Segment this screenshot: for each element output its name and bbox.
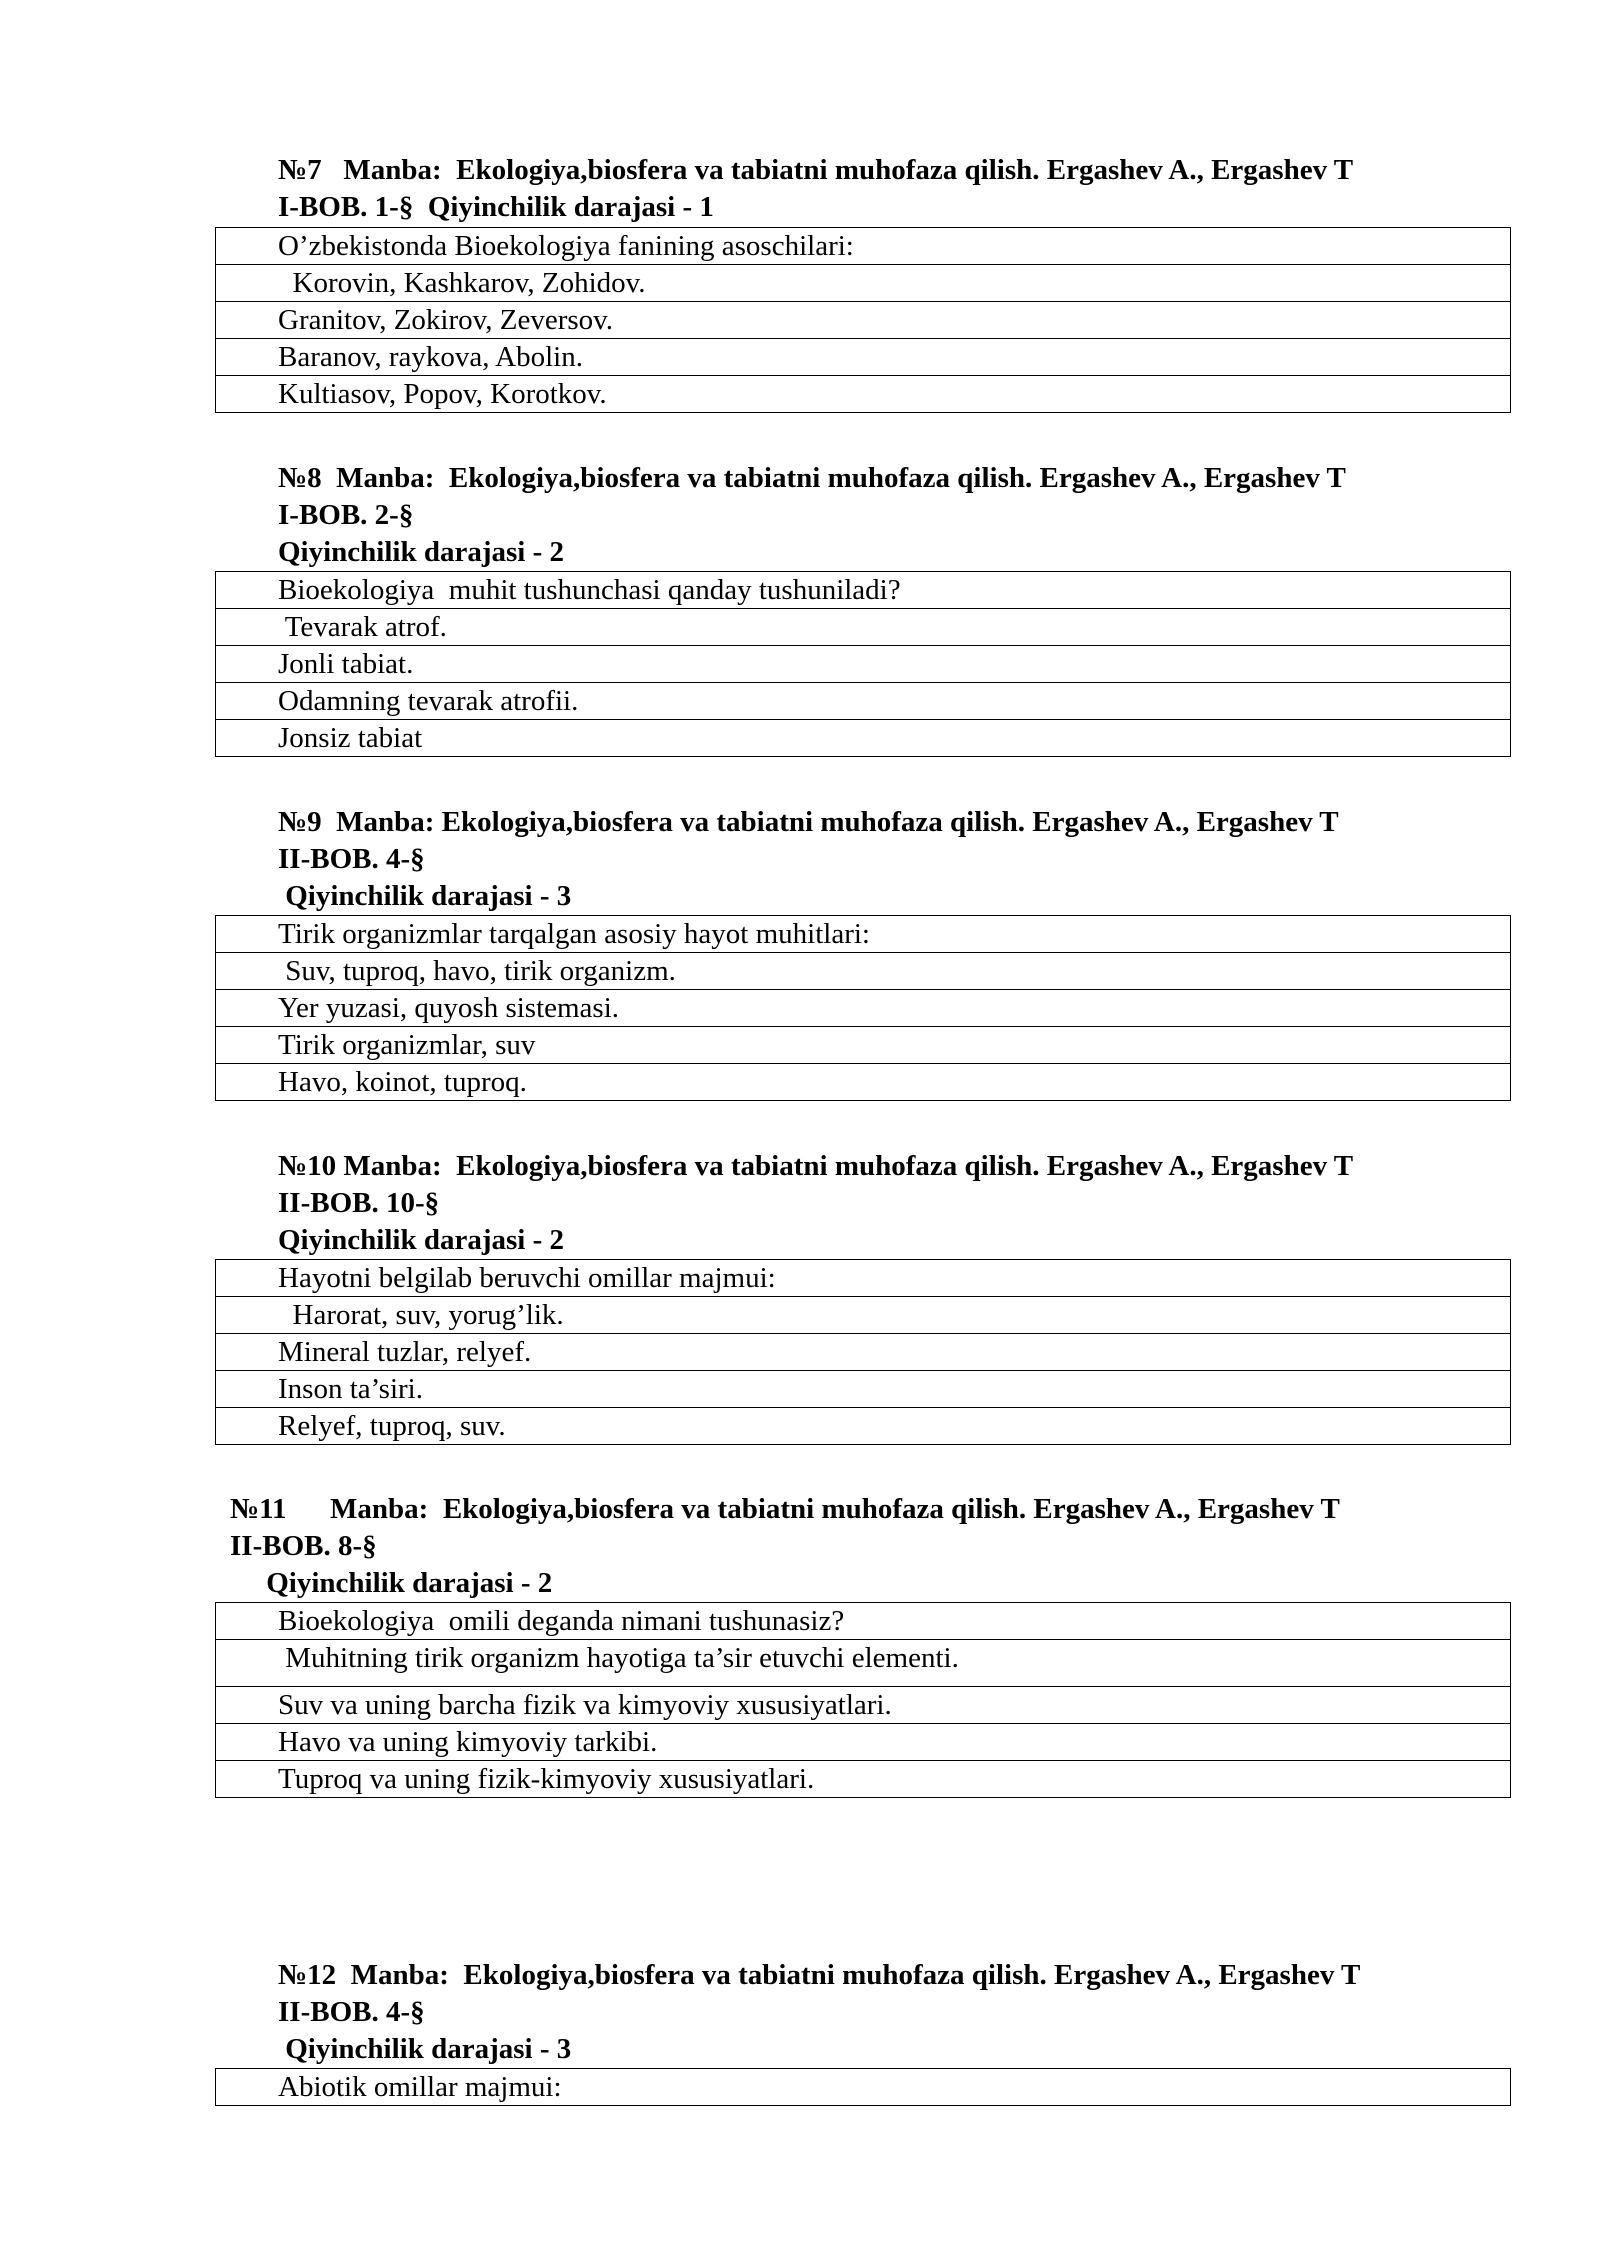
question-header-line: Qiyinchilik darajasi - 2 [278,536,565,568]
question-text: O’zbekistonda Bioekologiya fanining asoschilari: [216,228,1511,265]
answer-option[interactable]: Harorat, suv, yorug’lik. [216,1297,1511,1334]
answer-option[interactable]: Havo va uning kimyoviy tarkibi. [216,1724,1511,1761]
question-text: Bioekologiya omili deganda nimani tushunasiz? [216,1603,1511,1640]
question-header-line: №7 Manba: Ekologiya,biosfera va tabiatni muhofaza qilish. Ergashev A., Ergashev T [278,154,1354,186]
answer-option[interactable]: Tuproq va uning fizik-kimyoviy xususiyatlari. [216,1761,1511,1798]
answer-option[interactable]: Muhitning tirik organizm hayotiga ta’sir etuvchi elementi. [216,1640,1511,1687]
answer-option[interactable]: Granitov, Zokirov, Zeversov. [216,302,1511,339]
answer-table [215,2068,1511,2106]
answer-option[interactable]: Kultiasov, Popov, Korotkov. [216,376,1511,413]
question-header-line: II-BOB. 4-§ [278,1996,425,2028]
question-header-line: II-BOB. 10-§ [278,1187,440,1219]
question-text: Tirik organizmlar tarqalgan asosiy hayot muhitlari: [216,916,1511,953]
answer-option[interactable]: Korovin, Kashkarov, Zohidov. [216,265,1511,302]
question-header-line: №9 Manba: Ekologiya,biosfera va tabiatni muhofaza qilish. Ergashev A., Ergashev T [278,806,1339,838]
answer-option[interactable]: Jonli tabiat. [216,646,1511,683]
question-text: Hayotni belgilab beruvchi omillar majmui: [216,1260,1511,1297]
question-header-line: №12 Manba: Ekologiya,biosfera va tabiatni muhofaza qilish. Ergashev A., Ergashev T [278,1959,1361,1991]
question-header-line: II-BOB. 8-§ [230,1530,377,1562]
answer-option[interactable]: Jonsiz tabiat [216,720,1511,757]
question-header-line: I-BOB. 2-§ [278,499,414,531]
answer-option[interactable]: Suv, tuproq, havo, tirik organizm. [216,953,1511,990]
answer-option[interactable]: Odamning tevarak atrofii. [216,683,1511,720]
question-header-line: Qiyinchilik darajasi - 3 [278,880,572,912]
answer-option[interactable]: Yer yuzasi, quyosh sistemasi. [216,990,1511,1027]
question-header-line: №10 Manba: Ekologiya,biosfera va tabiatni muhofaza qilish. Ergashev A., Ergashev T [278,1150,1354,1182]
answer-option[interactable]: Havo, koinot, tuproq. [216,1064,1511,1101]
answer-table [215,227,1511,413]
answer-option[interactable]: Mineral tuzlar, relyef. [216,1334,1511,1371]
answer-table [215,1259,1511,1445]
answer-option[interactable]: Suv va uning barcha fizik va kimyoviy xususiyatlari. [216,1687,1511,1724]
answer-option[interactable]: Inson ta’siri. [216,1371,1511,1408]
question-header-line: I-BOB. 1-§ Qiyinchilik darajasi - 1 [278,191,714,223]
answer-table [215,915,1511,1101]
answer-option[interactable]: Relyef, tuproq, suv. [216,1408,1511,1445]
question-header-line: II-BOB. 4-§ [278,843,425,875]
answer-table [215,1602,1511,1798]
question-text: Bioekologiya muhit tushunchasi qanday tushuniladi? [216,572,1511,609]
question-header-line: Qiyinchilik darajasi - 2 [278,1224,565,1256]
question-header-line: Qiyinchilik darajasi - 3 [278,2033,572,2065]
question-text: Abiotik omillar majmui: [216,2069,1511,2106]
question-header-line: №11 Manba: Ekologiya,biosfera va tabiatni muhofaza qilish. Ergashev A., Ergashev T [230,1493,1340,1525]
question-header-line: №8 Manba: Ekologiya,biosfera va tabiatni muhofaza qilish. Ergashev A., Ergashev T [278,462,1346,494]
question-header-line: Qiyinchilik darajasi - 2 [230,1567,553,1599]
answer-option[interactable]: Baranov, raykova, Abolin. [216,339,1511,376]
answer-option[interactable]: Tirik organizmlar, suv [216,1027,1511,1064]
answer-option[interactable]: Tevarak atrof. [216,609,1511,646]
answer-table [215,571,1511,757]
